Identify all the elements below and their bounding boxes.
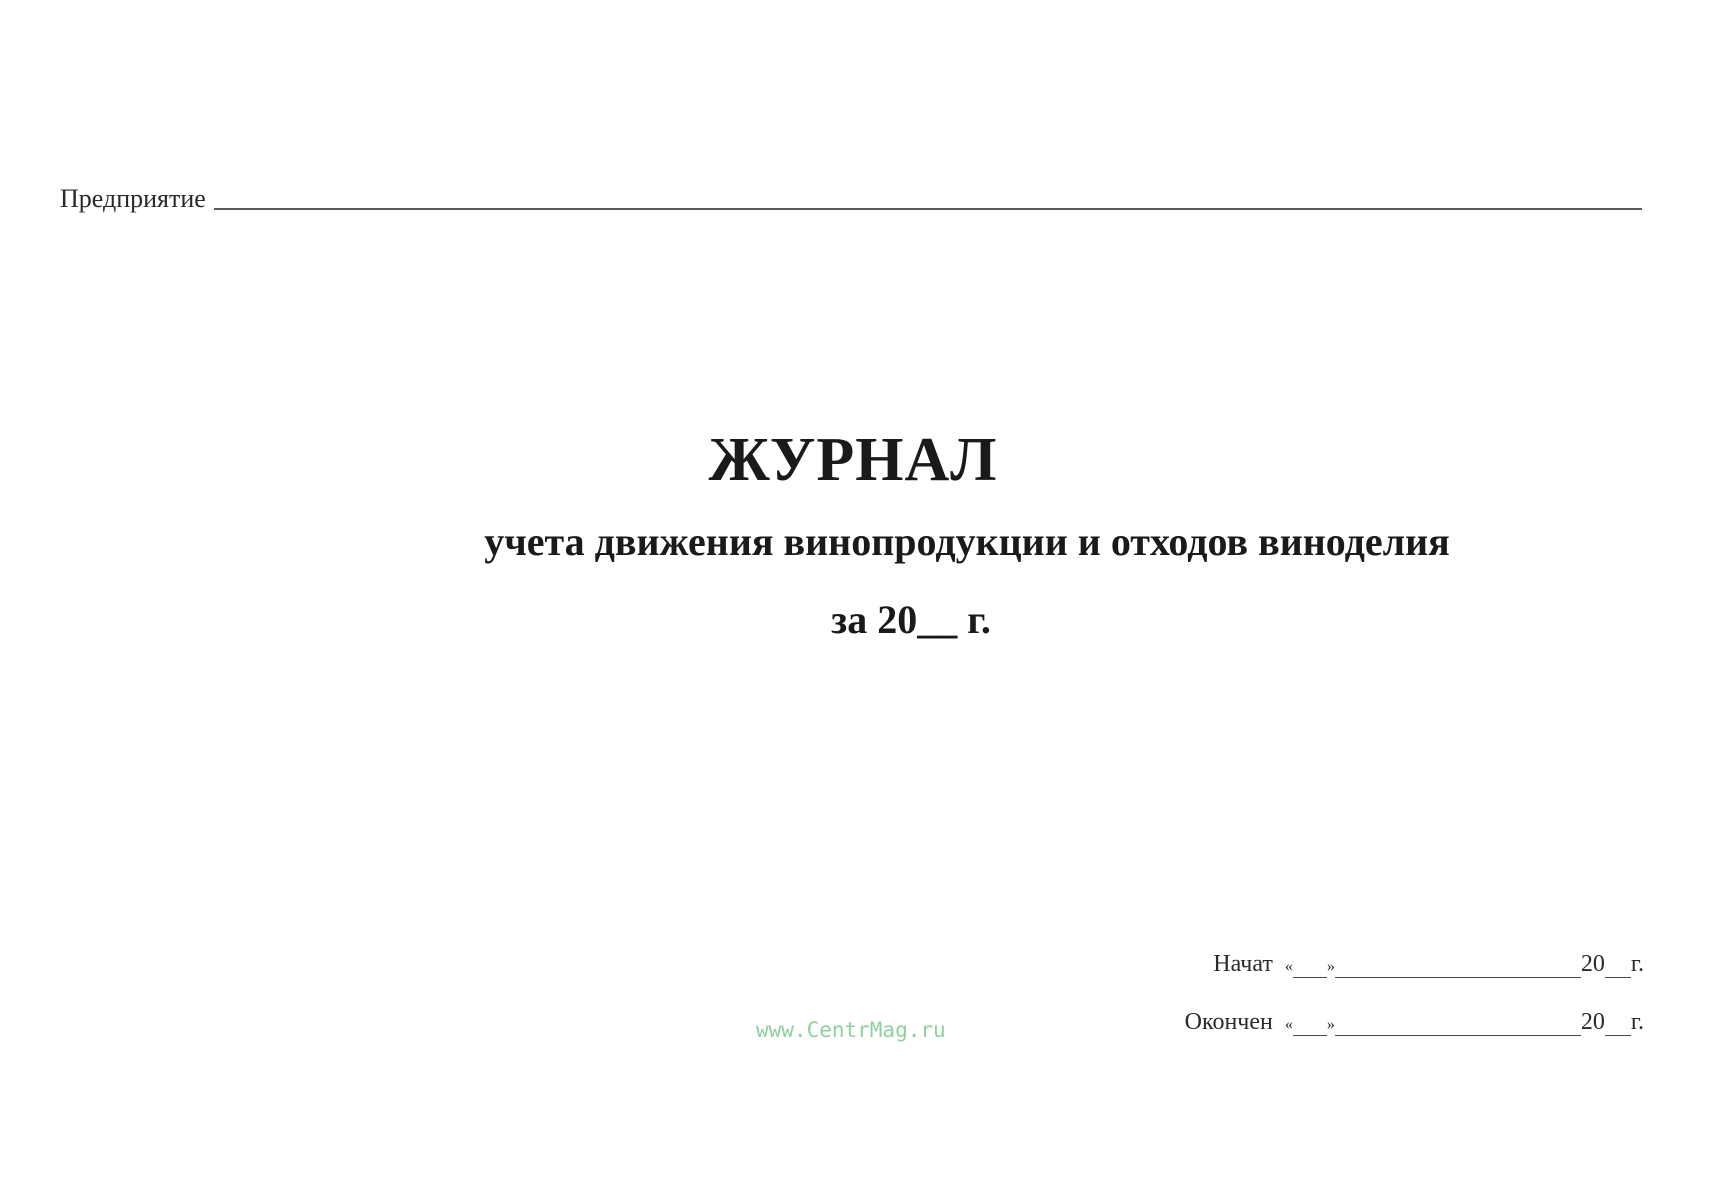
end-close-quote: » (1326, 1016, 1335, 1033)
journal-year-line (0, 596, 1710, 644)
journal-title (0, 425, 1710, 495)
start-month-blank (1335, 955, 1581, 978)
enterprise-label: Предприятие (60, 184, 206, 213)
watermark: www.CentrMag.ru (756, 1018, 946, 1042)
journal-subtitle-text: учета движения винопродукции и отходов виноделия (484, 519, 1450, 564)
journal-subtitle (0, 518, 1710, 566)
start-label: Начат (1213, 951, 1273, 977)
end-month-blank (1335, 1013, 1581, 1036)
enterprise-blank-line (214, 208, 1642, 210)
start-year-blank (1605, 955, 1631, 978)
start-open-quote: « (1284, 958, 1293, 975)
start-century: 20 (1580, 951, 1605, 977)
end-year-suffix: г. (1630, 1009, 1644, 1035)
end-day-blank (1293, 1013, 1327, 1036)
end-year-blank (1605, 1013, 1631, 1036)
journal-year-text: за 20__ г. (831, 597, 991, 642)
end-date-row (1185, 1002, 1644, 1036)
start-day-blank (1293, 955, 1327, 978)
start-close-quote: » (1326, 958, 1335, 975)
start-year-suffix: г. (1630, 951, 1644, 977)
end-open-quote: « (1284, 1016, 1293, 1033)
enterprise-field (60, 180, 1642, 214)
journal-title-text: ЖУРНАЛ (708, 426, 998, 494)
end-label: Окончен (1184, 1009, 1273, 1035)
start-date-row (1213, 944, 1644, 978)
end-century: 20 (1580, 1009, 1605, 1035)
